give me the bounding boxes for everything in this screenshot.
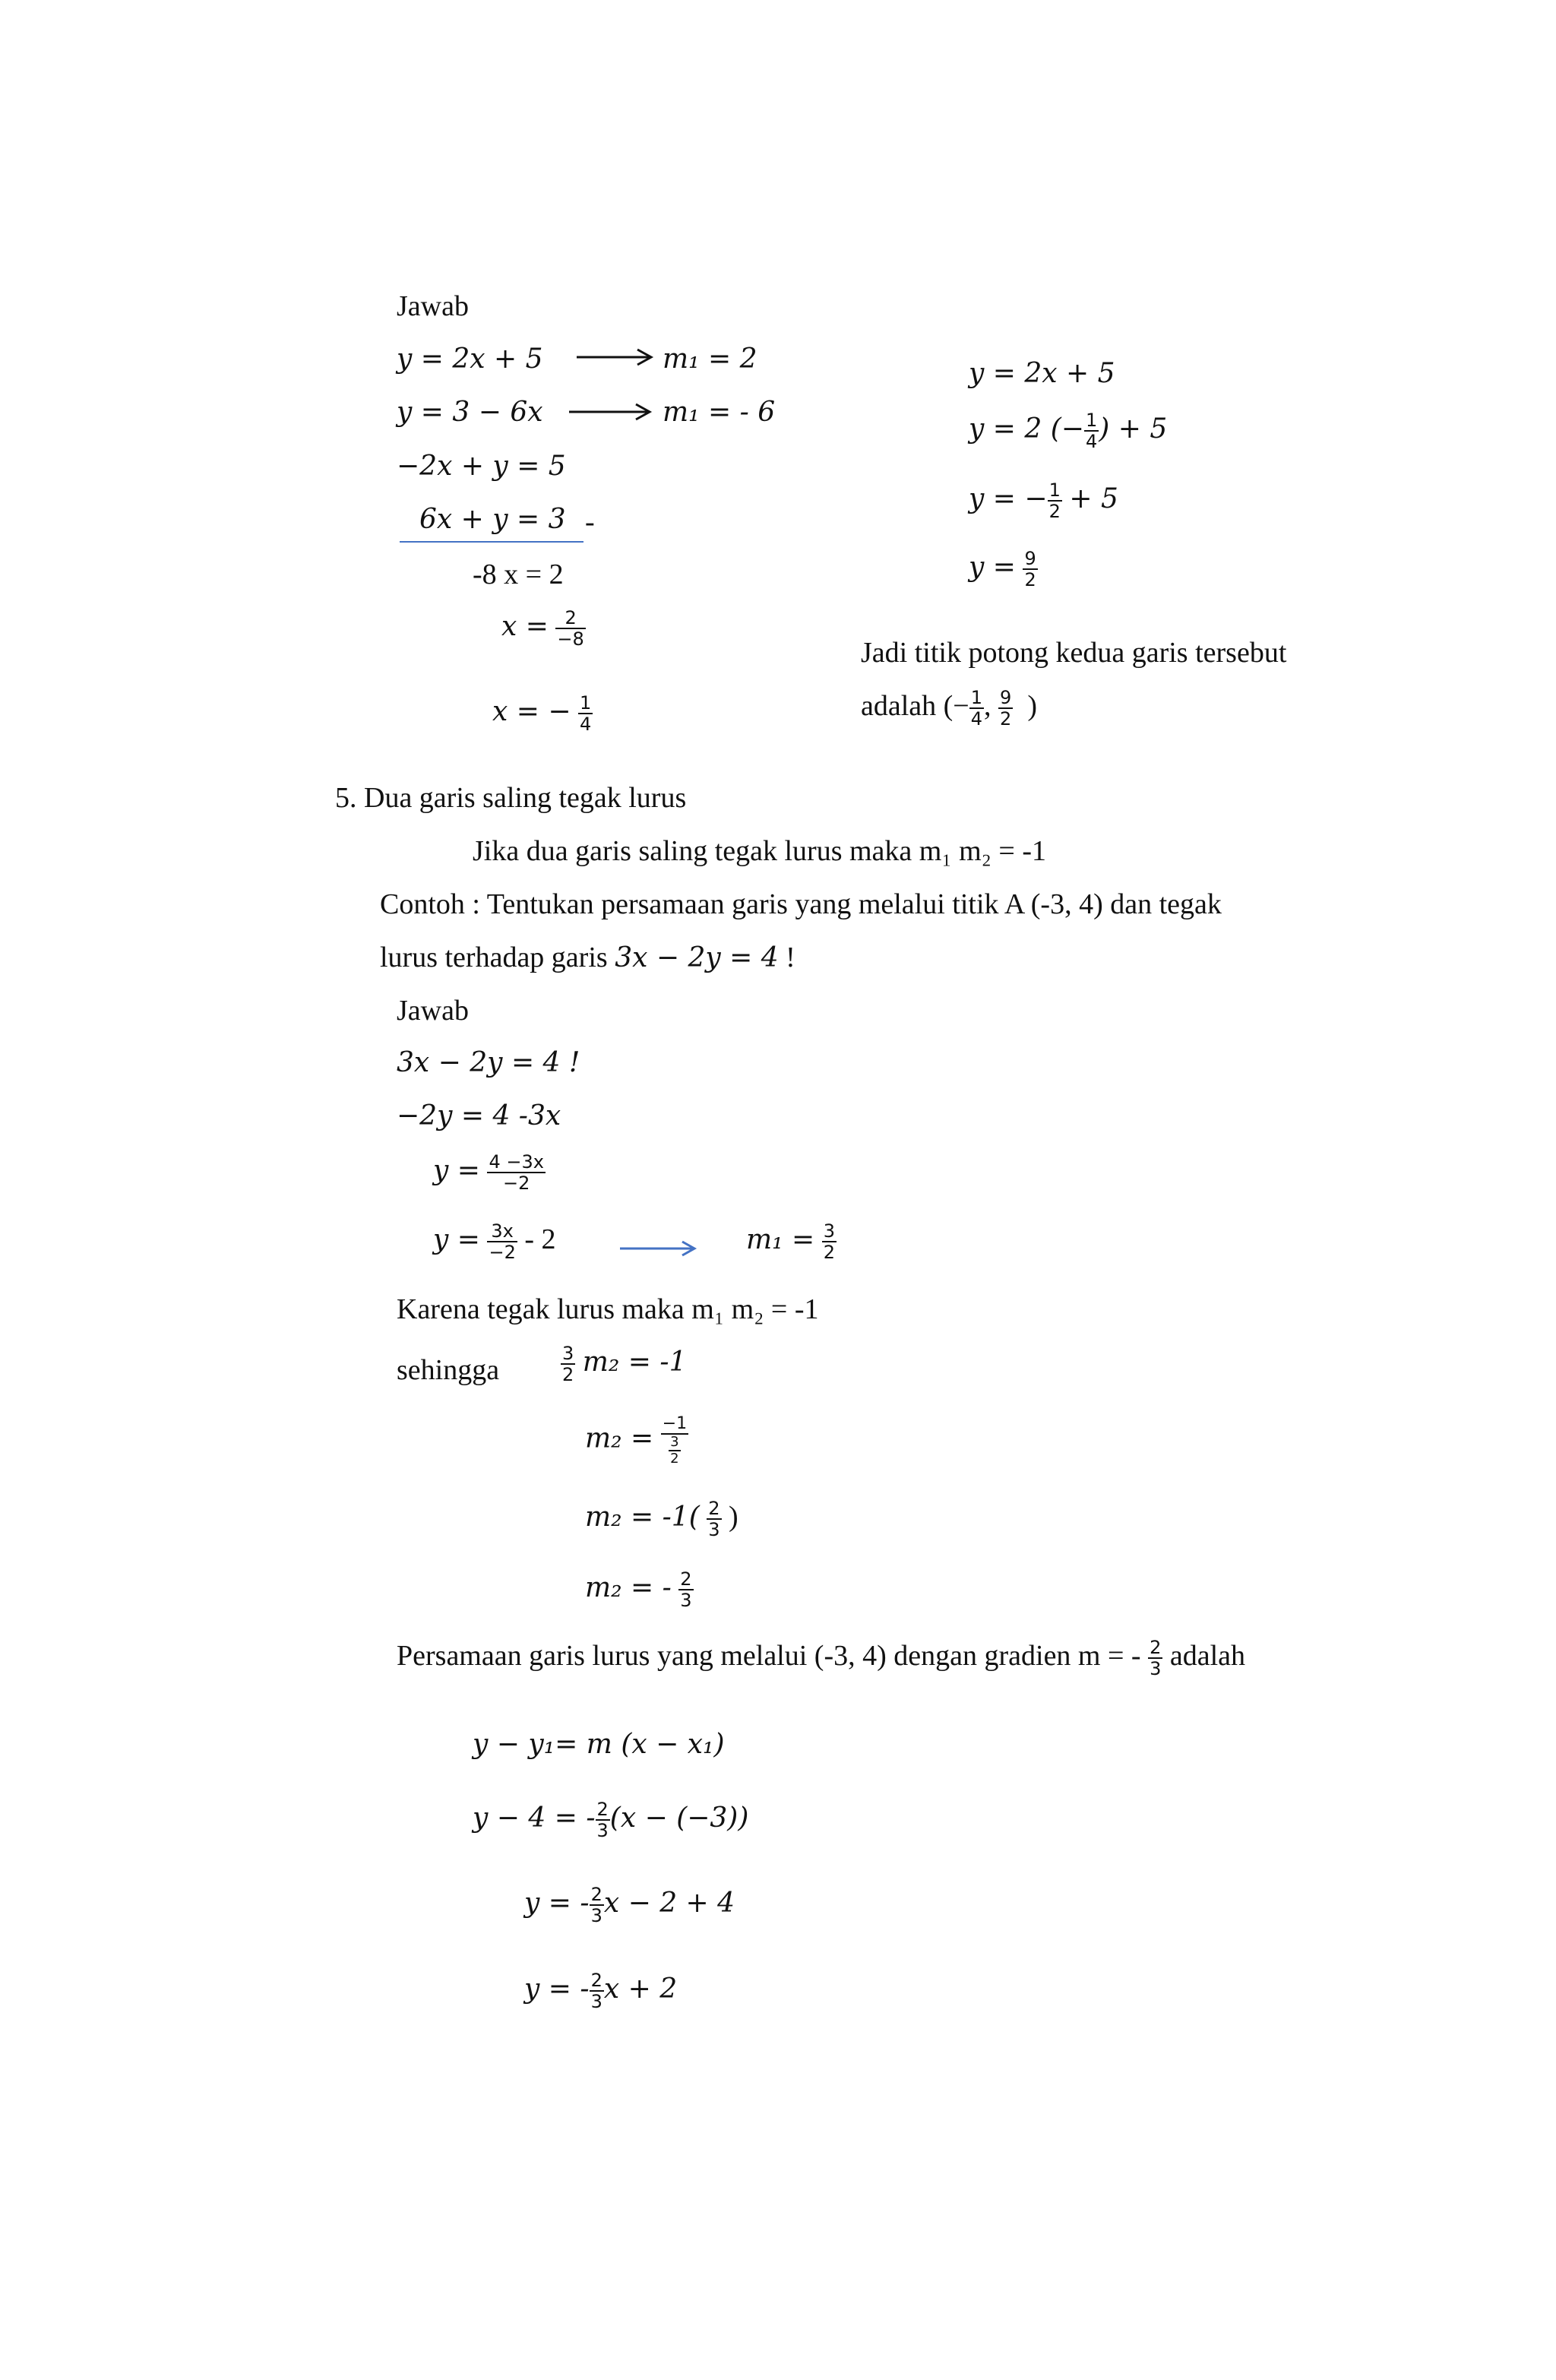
x-eq-label: x = xyxy=(501,611,549,643)
frac-den: −2 xyxy=(503,1173,530,1195)
f3-start: y = - xyxy=(524,1888,590,1920)
elimination-underline xyxy=(400,541,584,543)
frac-num: 2 xyxy=(708,1498,720,1519)
persamaan-text: Persamaan garis lurus yang melalui (-3, 4) dengan gradien m = - xyxy=(397,1640,1141,1673)
example-line-1: Contoh : Tentukan persamaan garis yang melalui titik A (-3, 4) dan tegak xyxy=(380,888,1222,920)
persamaan-line xyxy=(397,1638,1245,1679)
example-line-2 xyxy=(380,943,795,972)
formula-3 xyxy=(524,1885,735,1926)
frac-num: 2 xyxy=(590,1884,602,1905)
equation-1: y = 2x + 5 xyxy=(397,343,543,375)
equation-4: 6x + y = 3 xyxy=(419,504,566,535)
frac-den: 2 xyxy=(1000,708,1012,730)
arrow-icon xyxy=(566,400,657,423)
subtract-sign: - xyxy=(585,506,595,538)
frac-num: 2 xyxy=(590,1970,602,1991)
m2a-label: m₂ = xyxy=(585,1423,654,1454)
slope-1: m₁ = 2 xyxy=(663,343,757,375)
formula-2 xyxy=(473,1799,748,1841)
frac-num: 1 xyxy=(1085,410,1098,431)
frac-num: 1 xyxy=(580,692,592,714)
example2-end: ! xyxy=(778,942,795,973)
m2-step-1 xyxy=(585,1415,688,1467)
frac-num: 4 −3x xyxy=(489,1151,544,1173)
f4-start: y = - xyxy=(524,1973,590,2005)
f3-end: x − 2 + 4 xyxy=(603,1888,735,1920)
sub2-start: y = 2 (− xyxy=(969,413,1084,445)
substitution-2 xyxy=(969,410,1167,452)
frac-num: 9 xyxy=(1024,548,1036,569)
arrow-icon xyxy=(574,346,657,369)
m2c-label: m₂ = - xyxy=(585,1572,672,1604)
step-2: −2y = 4 -3x xyxy=(397,1100,561,1131)
f2-start: y − 4 = - xyxy=(473,1802,596,1834)
sub3-end: + 5 xyxy=(1069,483,1118,515)
arrow-icon xyxy=(617,1237,701,1260)
step4-start: y = xyxy=(433,1224,480,1256)
m1-label: m₁ = xyxy=(746,1224,815,1256)
frac-den: −2 xyxy=(489,1242,516,1264)
result-line: -8 x = 2 xyxy=(473,559,564,590)
frac-num: 3 xyxy=(562,1343,574,1364)
frac-num: 2 xyxy=(596,1799,609,1820)
frac-den: 3 xyxy=(708,1519,720,1541)
frac-den: 2 xyxy=(1048,501,1061,523)
step3-start: y = xyxy=(433,1155,480,1187)
jawab-label: Jawab xyxy=(397,290,469,322)
x-result xyxy=(492,693,593,735)
frac-den: 4 xyxy=(970,708,983,730)
conc2-close: ) xyxy=(1027,690,1037,723)
step-4 xyxy=(433,1221,556,1263)
formula-4 xyxy=(524,1970,677,2012)
substitution-3 xyxy=(969,480,1118,522)
slope-2: m₁ = - 6 xyxy=(663,397,776,428)
x-fraction xyxy=(501,608,586,650)
step-3 xyxy=(433,1152,546,1194)
sehingga-label: sehingga xyxy=(397,1354,500,1386)
substitution-4 xyxy=(969,549,1038,590)
frac-num: 3 xyxy=(823,1220,835,1242)
frac-num: 1 xyxy=(970,687,983,708)
step-1: 3x − 2y = 4 ! xyxy=(397,1047,580,1078)
frac-num: 2 xyxy=(680,1568,692,1590)
frac-num: 2 xyxy=(1150,1637,1162,1658)
frac-num: 1 xyxy=(1048,479,1061,501)
m2b-label: m₂ = -1( xyxy=(585,1502,700,1533)
frac-num: 9 xyxy=(1000,687,1012,708)
equation-2: y = 3 − 6x xyxy=(397,397,543,428)
sub4-start: y = xyxy=(969,552,1016,584)
section-heading: 5. Dua garis saling tegak lurus xyxy=(335,782,687,814)
karena-line: Karena tegak lurus maka m₁ m₂ = -1 xyxy=(397,1293,819,1325)
sehingga-equation xyxy=(561,1343,686,1385)
frac-den: −8 xyxy=(557,628,584,650)
conclusion-line-2 xyxy=(861,688,1037,730)
frac-num: −1 xyxy=(661,1415,688,1435)
slope-m1 xyxy=(746,1221,837,1263)
m2b-close: ) xyxy=(729,1501,738,1533)
m2-step-2 xyxy=(585,1499,738,1540)
f4-end: x + 2 xyxy=(603,1973,678,2005)
frac-den: 4 xyxy=(1085,431,1098,453)
frac-den: 2 xyxy=(823,1242,835,1264)
frac-den: 4 xyxy=(580,714,592,736)
step4-end: - 2 xyxy=(517,1223,556,1256)
frac-den: 2 xyxy=(1024,569,1036,591)
frac-num: 2 xyxy=(555,608,585,629)
sehingga-rest: m₂ = -1 xyxy=(582,1347,687,1378)
sub2-end: ) + 5 xyxy=(1099,413,1168,445)
perpendicular-rule: Jika dua garis saling tegak lurus maka m₁ m₂ = -1 xyxy=(473,835,1046,867)
frac-den: 2 xyxy=(670,1450,679,1467)
x-eq2-label: x = − xyxy=(492,696,571,728)
frac-den: 3 xyxy=(590,1905,602,1927)
frac-num: 3x xyxy=(487,1221,517,1242)
conc2-start: adalah (− xyxy=(861,690,969,723)
frac-den: 3 xyxy=(1150,1658,1162,1680)
sub3-start: y = − xyxy=(969,483,1048,515)
frac-den: 3 xyxy=(596,1820,609,1842)
conc2-sep: , xyxy=(984,690,991,723)
example2-equation: 3x − 2y = 4 xyxy=(615,942,779,973)
example2-text: lurus terhadap garis xyxy=(380,942,615,973)
frac-den: 2 xyxy=(562,1364,574,1386)
formula-1: y − y₁= m (x − x₁) xyxy=(473,1729,725,1760)
frac-den: 3 xyxy=(590,1991,602,2013)
jawab-label-2: Jawab xyxy=(397,995,469,1027)
frac-den: 3 xyxy=(680,1590,692,1612)
frac-num: 3 xyxy=(670,1434,679,1451)
f2-end: (x − (−3)) xyxy=(609,1802,749,1834)
conclusion-line-1: Jadi titik potong kedua garis tersebut xyxy=(861,637,1287,669)
persamaan-end: adalah xyxy=(1169,1640,1246,1673)
substitution-1: y = 2x + 5 xyxy=(969,358,1115,389)
equation-3: −2x + y = 5 xyxy=(397,451,566,482)
m2-step-3 xyxy=(585,1569,694,1611)
